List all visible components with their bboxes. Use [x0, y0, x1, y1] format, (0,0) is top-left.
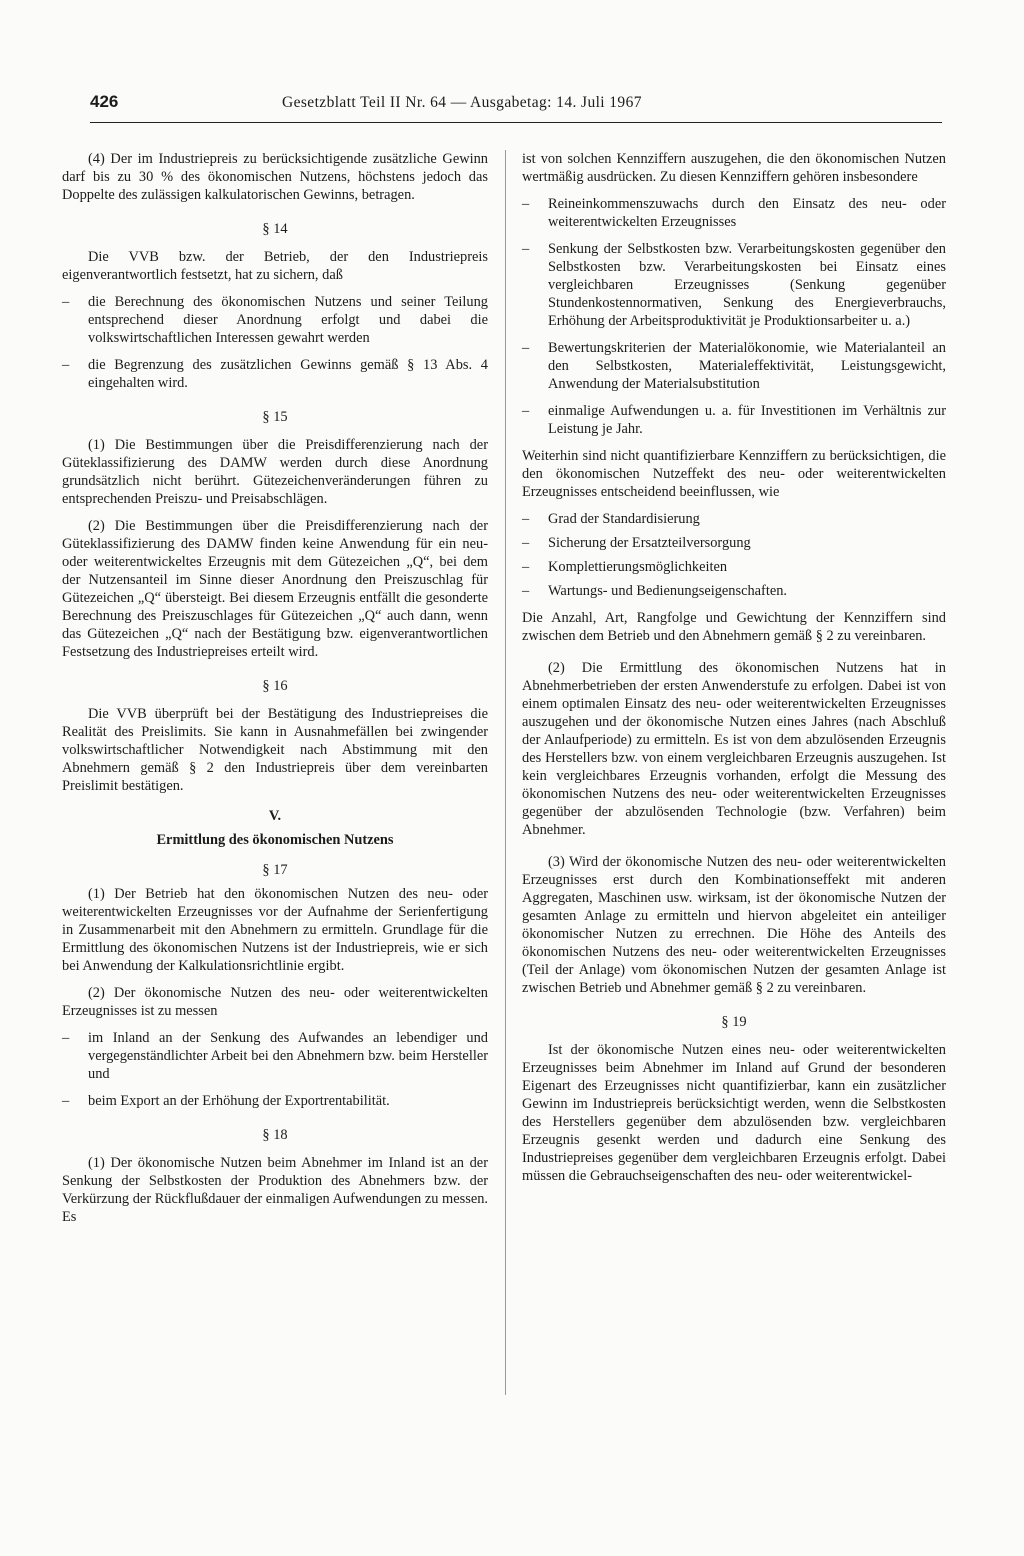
- page-number: 426: [90, 92, 119, 111]
- section-15-paragraph-2: (2) Die Bestimmungen über die Preisdifferenzierung nach der Güteklassifizierung des DAMW finden keine Anwendung für ein neu- oder weiterentwickeltes Erzeugnis mit dem Gütezeichen „Q“, bei dem der Nutzensanteil im Sinne dieser Anordnung den Preiszuschlag für Gütezeichen „Q“ übersteigt. Bei diesem Erzeugnis entfällt die gesonderte Berechnung des Preiszuschlages für Gütezeichen „Q“ auch dann, wenn das Gütezeichen „Q“ nach der Bestätigung bzw. eigenverantwortlichen Festsetzung des Industriepreises erteilt wird.: [62, 518, 488, 660]
- non-quantifiable-list: [522, 510, 946, 600]
- section-18-paragraph-2: (2) Die Ermittlung des ökonomischen Nutzens hat in Abnehmerbetrieben der ersten Anwenderstufe zu erfolgen. Dabei ist von einem optimalen Einsatz des neu- oder weiterentwickelten Erzeugnisses auszugehen und der ökonomische Nutzen eines Jahres (nach Abschluß der Anlaufperiode) zu ermitteln. Es ist von dem abzulösenden Erzeugnis des Herstellers bzw. von einem vergleichbaren Erzeugnis auszugehen. Ist kein vergleichbares Erzeugnis vorhanden, erfolgt die Messung des ökonomischen Nutzens des neu- oder weiterentwickelten Erzeugnisses gegenüber der abzulösenden Technologie (bzw. Verfahren) beim Abnehmer.: [522, 660, 946, 838]
- chapter-title: Ermittlung des ökonomischen Nutzens: [156, 832, 394, 848]
- section-17-paragraph-2: (2) Der ökonomische Nutzen des neu- oder weiterentwickelten Erzeugnisses ist zu messen: [62, 985, 488, 1019]
- non-quantifiable-intro: Weiterhin sind nicht quantifizierbare Kennziffern zu berücksichtigen, die den ökonomischen Nutzeffekt des neu- oder weiterentwickelten Erzeugnisses entscheidend beeinflussen, wie: [522, 448, 946, 500]
- list-item: – Sicherung der Ersatzteilversorgung: [522, 534, 946, 552]
- list-item: – Wartungs- und Bedienungseigenschaften.: [522, 582, 946, 600]
- list-item: – beim Export an der Erhöhung der Exportrentabilität.: [62, 1092, 488, 1110]
- running-head: Gesetzblatt Teil II Nr. 64 — Ausgabetag: 14. Juli 1967: [282, 94, 642, 111]
- section-17-list: [62, 1029, 488, 1110]
- paragraph-13-4: (4) Der im Industriepreis zu berücksichtigende zusätzliche Gewinn darf bis zu 30 % des ökonomischen Nutzens, höchstens jedoch das Doppelte des zulässigen kalkulatorischen Gewinns, betragen.: [62, 151, 488, 203]
- section-14-intro: Die VVB bzw. der Betrieb, der den Industriepreis eigenverantwortlich festsetzt, hat zu sichern, daß: [62, 249, 488, 283]
- list-item: – Bewertungskriterien der Materialökonomie, wie Materialanteil an den Selbstkosten, Materialeffektivität, Leistungsgewicht, Anwendung der Materialsubstitution: [522, 339, 946, 393]
- section-19-heading: § 19: [721, 1014, 747, 1030]
- page-header: [90, 92, 942, 120]
- indicator-agreement-text: Die Anzahl, Art, Rangfolge und Gewichtung der Kennziffern sind zwischen dem Betrieb und den Abnehmern gemäß § 2 zu vereinbaren.: [522, 610, 946, 644]
- section-15-heading: § 15: [262, 409, 288, 425]
- list-item: – Komplettierungsmöglichkeiten: [522, 558, 946, 576]
- section-18-continuation: ist von solchen Kennziffern auszugehen, die den ökonomischen Nutzen wertmäßig ausdrücken. Zu diesen Kennziffern gehören insbesondere: [522, 151, 946, 185]
- left-column: [62, 150, 488, 1235]
- section-17-paragraph-1: (1) Der Betrieb hat den ökonomischen Nutzen des neu- oder weiterentwickelten Erzeugnisses vor der Aufnahme der Serienfertigung in Zusammenarbeit mit den Abnehmern zu ermitteln. Grundlage für die Ermittlung des ökonomischen Nutzens ist der Industriepreis, wie er sich bei Anwendung der Kalkulationsrichtlinie ergibt.: [62, 886, 488, 974]
- list-item: – die Begrenzung des zusätzlichen Gewinns gemäß § 13 Abs. 4 eingehalten wird.: [62, 356, 488, 392]
- section-16-heading: § 16: [262, 678, 288, 694]
- list-item: – Grad der Standardisierung: [522, 510, 946, 528]
- list-item: – Senkung der Selbstkosten bzw. Verarbeitungskosten gegenüber den Selbstkosten bzw. Verarbeitungskosten bei Einsatz eines vergleichbaren Erzeugnisses (Senkung gegenüber Stundenkostennormativen, Senkung des Energieverbrauchs, Erhöhung der Arbeitsproduktivität je Produktionsarbeiter u. a.): [522, 240, 946, 330]
- list-item: – Reineinkommenszuwachs durch den Einsatz des neu- oder weiterentwickelten Erzeugnisses: [522, 195, 946, 231]
- right-column: [522, 150, 946, 1194]
- section-16-text: Die VVB überprüft bei der Bestätigung des Industriepreises die Realität des Preislimits. Sie kann in Ausnahmefällen bei zwingender volkswirtschaftlicher Notwendigkeit nach Abstimmung mit den Abnehmern gemäß § 2 den Industriepreis über dem vereinbarten Preislimit bestätigen.: [62, 706, 488, 794]
- section-17-heading: § 17: [262, 862, 288, 878]
- section-18-paragraph-3: (3) Wird der ökonomische Nutzen des neu- oder weiterentwickelten Erzeugnisses erst durch den Kombinationseffekt mit anderen Aggregaten, Maschinen usw. wirksam, ist der ökonomische Nutzen der gesamten Anlage zu ermitteln und hiervon abgeleitet ein anteiliger ökonomischer Nutzen zu errechnen. Die Höhe des Anteils des ökonomischen Nutzens des neu- oder weiterentwickelten Erzeugnisses (Teil der Anlage) vom ökonomischen Nutzen der gesamten Anlage ist zwischen Betrieb und Abnehmer gemäß § 2 zu vereinbaren.: [522, 854, 946, 996]
- section-15-paragraph-1: (1) Die Bestimmungen über die Preisdifferenzierung nach der Güteklassifizierung des DAMW werden durch diese Anordnung grundsätzlich nicht berührt. Gütezeichenveränderungen führen zu entsprechenden Preiszu- und Preisabschlägen.: [62, 437, 488, 507]
- list-item: – die Berechnung des ökonomischen Nutzens und seiner Teilung entsprechend dieser Anordnung erfolgt und dabei die volkswirtschaftlichen Interessen gewahrt werden: [62, 293, 488, 347]
- section-19-text: Ist der ökonomische Nutzen eines neu- oder weiterentwickelten Erzeugnisses beim Abnehmer im Inland auf Grund der besonderen Eigenart des Erzeugnisses nicht quantifizierbar, kann ein zusätzlicher Gewinn im Industriepreis berücksichtigt werden, wenn die Selbstkosten des Herstellers gegenüber dem abzulösenden bzw. vergleichbaren Erzeugnis gesenkt werden und dadurch eine Senkung des Industriepreises gegenüber dem vergleichbaren Erzeugnis erfolgt. Dabei müssen die Gebrauchseigenschaften des neu- oder weiterentwickel-: [522, 1042, 946, 1184]
- column-divider: [505, 150, 506, 1395]
- indicator-list: [522, 195, 946, 438]
- list-item: – einmalige Aufwendungen u. a. für Investitionen im Verhältnis zur Leistung je Jahr.: [522, 402, 946, 438]
- section-18-heading: § 18: [262, 1127, 288, 1143]
- list-item: – im Inland an der Senkung des Aufwandes an lebendiger und vergegenständlichter Arbeit bei den Abnehmern bzw. beim Hersteller und: [62, 1029, 488, 1083]
- section-18-paragraph-1: (1) Der ökonomische Nutzen beim Abnehmer im Inland ist an der Senkung der Selbstkosten der Produktion des Abnehmers bzw. der Verkürzung der Rückflußdauer der einmaligen Aufwendungen zu messen. Es: [62, 1155, 488, 1225]
- section-14-list: [62, 293, 488, 392]
- header-rule: [90, 122, 942, 123]
- chapter-number: V.: [268, 808, 282, 824]
- section-14-heading: § 14: [262, 221, 288, 237]
